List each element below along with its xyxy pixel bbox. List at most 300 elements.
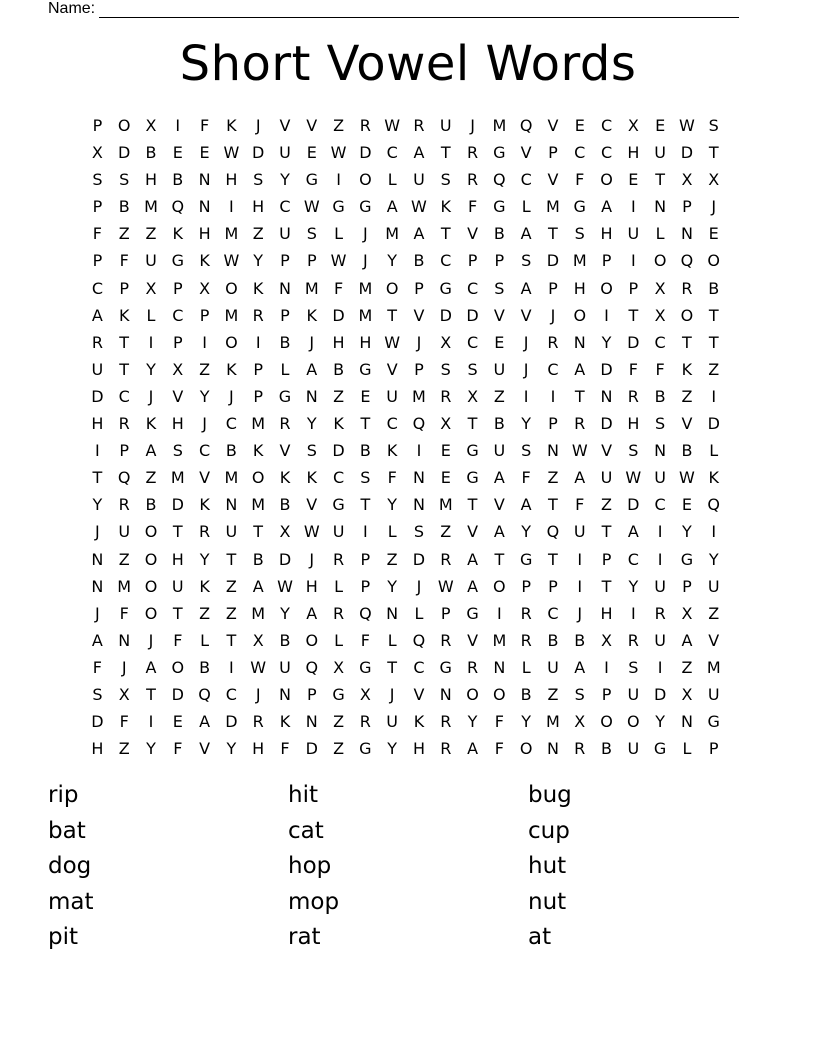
grid-letter: O — [519, 739, 533, 759]
grid-letter: H — [573, 278, 586, 298]
word-list-item: hop — [288, 853, 332, 879]
grid-letter: G — [439, 278, 452, 298]
grid-letter: Z — [708, 603, 720, 623]
grid-letter: H — [359, 332, 372, 352]
grid-letter: O — [600, 170, 613, 190]
grid-letter: Z — [333, 116, 345, 135]
grid-letter: U — [654, 143, 666, 163]
grid-letter: J — [363, 251, 368, 271]
grid-letter: Y — [199, 549, 210, 569]
grid-letter: C — [91, 278, 103, 298]
grid-letter: E — [681, 495, 692, 515]
grid-letter: O — [144, 522, 158, 542]
grid-letter: U — [386, 712, 399, 732]
grid-letter: T — [226, 630, 237, 650]
grid-letter: R — [654, 603, 666, 623]
grid-letter: G — [466, 441, 479, 461]
grid-letter: V — [386, 359, 398, 379]
word-list — [48, 778, 768, 956]
word-list-item: mat — [48, 888, 94, 915]
grid-letter: T — [601, 522, 612, 542]
grid-letter: G — [359, 739, 372, 759]
grid-letter: K — [708, 468, 719, 488]
grid-letter: I — [604, 305, 609, 325]
grid-letter: T — [172, 522, 183, 542]
grid-letter: O — [117, 116, 131, 135]
grid-letter: G — [359, 197, 372, 217]
grid-letter: A — [413, 224, 425, 244]
grid-letter: X — [252, 630, 264, 650]
grid-letter: U — [707, 684, 720, 704]
grid-letter: B — [547, 630, 559, 650]
grid-letter: I — [657, 549, 663, 569]
grid-letter: B — [252, 549, 264, 569]
grid-letter: K — [306, 305, 318, 325]
grid-letter: N — [412, 495, 425, 515]
grid-letter: T — [92, 468, 103, 488]
grid-letter: M — [358, 305, 373, 325]
grid-letter: Y — [601, 332, 612, 352]
grid-letter: H — [144, 170, 157, 190]
grid-letter: S — [92, 170, 103, 190]
grid-letter: A — [574, 359, 586, 379]
grid-letter: D — [680, 143, 694, 163]
grid-letter: I — [577, 549, 583, 569]
grid-letter: N — [305, 386, 318, 406]
grid-letter: B — [225, 441, 237, 461]
grid-letter: W — [330, 143, 347, 163]
grid-letter: D — [653, 684, 667, 704]
grid-letter: Z — [386, 549, 398, 569]
grid-letter: W — [437, 576, 454, 596]
grid-letter: M — [706, 657, 721, 677]
grid-letter: F — [119, 251, 129, 271]
grid-letter: Y — [467, 712, 478, 732]
grid-letter: G — [466, 468, 479, 488]
grid-letter: N — [225, 495, 238, 515]
grid-letter: K — [279, 712, 291, 732]
grid-letter: I — [496, 603, 502, 623]
grid-letter: Q — [359, 603, 372, 623]
grid-letter: X — [654, 278, 666, 298]
grid-letter: S — [172, 441, 183, 461]
grid-letter: U — [493, 441, 506, 461]
grid-letter: V — [199, 468, 211, 488]
grid-letter: N — [305, 712, 318, 732]
grid-letter: R — [520, 603, 532, 623]
grid-letter: W — [625, 468, 642, 488]
grid-letter: K — [440, 197, 451, 217]
grid-letter: J — [95, 522, 100, 542]
word-list-item: dog — [48, 853, 92, 879]
grid-letter: O — [493, 684, 506, 704]
grid-letter: D — [412, 549, 426, 569]
grid-letter: E — [360, 386, 371, 406]
grid-letter: A — [306, 603, 318, 623]
grid-letter: T — [440, 224, 451, 244]
grid-letter: U — [627, 684, 640, 704]
grid-letter: P — [628, 278, 639, 298]
grid-letter: C — [574, 143, 586, 163]
grid-letter: O — [225, 332, 238, 352]
grid-letter: H — [198, 224, 211, 244]
grid-letter: J — [470, 116, 475, 135]
grid-letter: S — [440, 170, 451, 190]
grid-letter: B — [654, 386, 666, 406]
grid-letter: Y — [253, 251, 264, 271]
grid-letter: P — [601, 251, 612, 271]
grid-letter: M — [572, 251, 587, 271]
grid-letter: S — [628, 441, 639, 461]
grid-letter: F — [360, 630, 370, 650]
grid-letter: T — [655, 170, 666, 190]
grid-letter: M — [546, 712, 560, 732]
grid-letter: J — [121, 657, 127, 677]
grid-letter: L — [414, 603, 424, 623]
grid-letter: R — [359, 116, 371, 135]
grid-letter: H — [412, 739, 425, 759]
grid-letter: K — [145, 414, 157, 434]
grid-letter: Q — [198, 684, 211, 704]
grid-letter: G — [466, 603, 479, 623]
grid-letter: B — [520, 684, 532, 704]
grid-letter: S — [306, 441, 317, 461]
grid-letter: G — [332, 197, 345, 217]
grid-letter: J — [229, 386, 234, 406]
grid-letter: A — [520, 495, 532, 515]
grid-letter: H — [171, 549, 184, 569]
grid-letter: A — [493, 522, 505, 542]
grid-letter: V — [199, 739, 211, 759]
grid-letter: J — [416, 576, 422, 596]
grid-letter: J — [202, 414, 207, 434]
grid-letter: R — [681, 278, 693, 298]
grid-letter: G — [359, 657, 372, 677]
grid-letter: M — [492, 630, 507, 650]
grid-letter: S — [521, 251, 532, 271]
grid-letter: L — [387, 630, 397, 650]
grid-letter: F — [119, 603, 129, 623]
grid-letter: T — [387, 657, 398, 677]
grid-letter: A — [467, 576, 479, 596]
grid-letter: B — [413, 251, 425, 271]
grid-letter: G — [439, 657, 452, 677]
grid-letter: O — [171, 657, 185, 677]
grid-letter: P — [682, 197, 692, 217]
grid-letter: D — [118, 143, 131, 163]
grid-letter: T — [548, 549, 558, 569]
grid-letter: I — [229, 197, 234, 217]
grid-letter: V — [172, 386, 184, 406]
grid-letter: O — [251, 468, 265, 488]
grid-letter: O — [600, 278, 613, 298]
word-list-item: cat — [288, 817, 324, 844]
grid-letter: V — [467, 522, 479, 542]
grid-letter: J — [523, 359, 529, 379]
grid-letter: N — [198, 170, 211, 190]
grid-letter: U — [627, 739, 640, 759]
word-list-item: bug — [528, 782, 572, 808]
grid-letter: M — [304, 278, 319, 298]
grid-letter: K — [118, 305, 130, 325]
grid-letter: U — [386, 386, 399, 406]
grid-letter: F — [92, 657, 102, 677]
grid-letter: Z — [225, 603, 237, 623]
grid-letter: U — [627, 224, 640, 244]
grid-letter: L — [387, 522, 397, 542]
grid-letter: G — [332, 495, 345, 515]
grid-letter: X — [91, 143, 103, 163]
grid-letter: S — [708, 116, 719, 135]
grid-letter: A — [252, 576, 264, 596]
grid-letter: K — [252, 278, 264, 298]
grid-letter: G — [332, 684, 345, 704]
grid-letter: E — [574, 116, 585, 135]
grid-letter: D — [332, 441, 345, 461]
grid-letter: G — [573, 197, 586, 217]
grid-letter: B — [601, 739, 613, 759]
grid-letter: M — [224, 305, 239, 325]
grid-letter: H — [91, 739, 104, 759]
grid-letter: M — [492, 116, 507, 135]
grid-letter: N — [654, 441, 667, 461]
name-label: Name: — [48, 0, 96, 17]
grid-letter: Y — [521, 414, 532, 434]
grid-letter: O — [144, 576, 158, 596]
grid-letter: R — [466, 170, 479, 190]
grid-letter: S — [119, 170, 130, 190]
grid-letter: Y — [521, 522, 532, 542]
grid-letter: Y — [146, 739, 156, 759]
grid-letter: K — [386, 441, 398, 461]
grid-letter: C — [172, 305, 184, 325]
grid-letter: S — [574, 224, 585, 244]
grid-letter: A — [386, 197, 398, 217]
grid-letter: M — [385, 224, 400, 244]
grid-letter: G — [493, 197, 506, 217]
grid-letter: R — [91, 332, 103, 352]
grid-letter: V — [467, 224, 479, 244]
grid-letter: N — [91, 576, 104, 596]
grid-letter: N — [198, 197, 211, 217]
grid-letter: T — [708, 332, 719, 352]
grid-letter: S — [306, 224, 317, 244]
grid-letter: W — [384, 332, 401, 352]
grid-letter: S — [467, 359, 478, 379]
grid-letter: I — [630, 603, 636, 623]
grid-letter: D — [600, 359, 613, 379]
grid-letter: Z — [118, 739, 130, 759]
grid-letter: C — [466, 332, 479, 352]
word-list-item: pit — [48, 924, 79, 950]
grid-letter: K — [172, 224, 184, 244]
grid-letter: U — [600, 468, 613, 488]
grid-letter: I — [363, 522, 368, 542]
word-list-item: cup — [528, 817, 570, 844]
grid-letter: L — [709, 441, 719, 461]
grid-letter: C — [386, 414, 398, 434]
grid-letter: Z — [118, 549, 130, 569]
grid-letter: N — [680, 224, 693, 244]
grid-letter: Q — [519, 116, 533, 135]
grid-letter: H — [252, 197, 265, 217]
word-list-item: bat — [48, 817, 86, 844]
grid-letter: X — [118, 684, 130, 704]
grid-letter: J — [255, 684, 261, 704]
grid-letter: W — [303, 522, 320, 542]
grid-letter: U — [118, 522, 131, 542]
word-list-item: rip — [48, 782, 79, 808]
grid-letter: U — [654, 630, 666, 650]
grid-letter: T — [574, 386, 585, 406]
grid-letter: A — [467, 739, 479, 759]
grid-letter: A — [91, 630, 103, 650]
grid-letter: J — [309, 332, 315, 352]
grid-letter: K — [199, 495, 210, 515]
grid-letter: M — [224, 468, 239, 488]
grid-letter: G — [171, 251, 184, 271]
grid-letter: V — [279, 116, 291, 135]
grid-letter: S — [440, 359, 451, 379]
grid-letter: C — [440, 251, 452, 271]
grid-letter: N — [680, 712, 693, 732]
grid-letter: M — [144, 197, 158, 217]
grid-letter: K — [199, 576, 210, 596]
grid-letter: D — [171, 495, 184, 515]
grid-letter: C — [627, 549, 639, 569]
grid-letter: L — [334, 630, 344, 650]
grid-letter: L — [146, 305, 156, 325]
grid-letter: X — [440, 332, 452, 352]
grid-letter: C — [332, 468, 345, 488]
grid-letter: W — [223, 251, 240, 271]
grid-letter: B — [145, 495, 157, 515]
grid-letter: B — [708, 278, 720, 298]
grid-letter: I — [148, 712, 154, 732]
grid-letter: I — [175, 116, 181, 135]
grid-letter: P — [172, 278, 183, 298]
grid-letter: G — [653, 739, 667, 759]
grid-letter: B — [279, 495, 291, 515]
grid-letter: P — [708, 739, 719, 759]
grid-letter: R — [252, 712, 264, 732]
grid-letter: Z — [145, 224, 157, 244]
grid-letter: U — [707, 576, 720, 596]
grid-letter: E — [628, 170, 639, 190]
grid-letter: L — [682, 739, 692, 759]
grid-letter: R — [627, 386, 639, 406]
grid-letter: R — [466, 143, 479, 163]
grid-letter: X — [574, 712, 586, 732]
grid-letter: R — [627, 630, 639, 650]
grid-letter: I — [657, 522, 663, 542]
grid-letter: I — [523, 386, 529, 406]
grid-letter: P — [253, 386, 263, 406]
grid-letter: V — [493, 495, 505, 515]
grid-letter: E — [199, 143, 210, 163]
grid-letter: Q — [412, 414, 426, 434]
grid-letter: J — [416, 332, 422, 352]
grid-letter: R — [359, 712, 371, 732]
grid-letter: I — [657, 657, 663, 677]
grid-letter: D — [91, 712, 104, 732]
grid-letter: P — [360, 576, 371, 596]
grid-letter: U — [279, 657, 291, 677]
grid-letter: K — [252, 441, 264, 461]
grid-letter: V — [547, 170, 559, 190]
grid-letter: I — [229, 657, 234, 677]
grid-letter: R — [440, 712, 452, 732]
grid-letter: Z — [333, 712, 345, 732]
grid-letter: O — [359, 170, 372, 190]
grid-letter: X — [279, 522, 291, 542]
grid-letter: D — [171, 684, 184, 704]
grid-letter: K — [333, 414, 344, 434]
grid-letter: P — [360, 549, 371, 569]
grid-letter: V — [306, 116, 318, 135]
grid-letter: Z — [547, 684, 559, 704]
grid-letter: O — [573, 305, 587, 325]
grid-letter: K — [306, 468, 318, 488]
grid-letter: V — [413, 305, 425, 325]
name-field — [48, 0, 739, 18]
grid-letter: D — [278, 549, 292, 569]
grid-letter: I — [416, 441, 422, 461]
grid-letter: B — [493, 414, 505, 434]
grid-letter: D — [627, 495, 640, 515]
grid-letter: X — [681, 603, 693, 623]
grid-letter: Y — [146, 359, 156, 379]
grid-letter: T — [708, 305, 719, 325]
grid-letter: P — [521, 576, 531, 596]
grid-letter: I — [148, 332, 154, 352]
grid-letter: R — [252, 305, 264, 325]
grid-letter: T — [146, 684, 156, 704]
grid-letter: C — [225, 684, 237, 704]
grid-letter: D — [91, 386, 104, 406]
grid-letter: H — [305, 576, 318, 596]
grid-letter: F — [521, 468, 531, 488]
grid-letter: H — [332, 332, 345, 352]
grid-letter: Y — [655, 712, 666, 732]
grid-letter: D — [252, 143, 265, 163]
grid-letter: U — [225, 522, 238, 542]
grid-letter: S — [628, 657, 639, 677]
grid-letter: P — [280, 305, 290, 325]
grid-letter: Z — [681, 657, 693, 677]
grid-letter: X — [145, 116, 157, 135]
grid-letter: P — [280, 251, 290, 271]
grid-letter: E — [440, 441, 451, 461]
grid-letter: J — [363, 224, 368, 244]
grid-letter: O — [144, 603, 158, 623]
grid-letter: P — [199, 305, 210, 325]
grid-letter: O — [225, 278, 238, 298]
grid-letter: I — [711, 386, 717, 406]
grid-letter: F — [119, 712, 129, 732]
grid-letter: R — [440, 630, 452, 650]
grid-letter: P — [467, 251, 478, 271]
grid-letter: B — [118, 197, 130, 217]
grid-letter: X — [440, 414, 452, 434]
grid-letter: I — [95, 441, 100, 461]
grid-letter: J — [148, 630, 154, 650]
grid-letter: A — [306, 359, 318, 379]
grid-letter: Y — [199, 386, 210, 406]
grid-letter: Y — [708, 549, 719, 569]
grid-letter: G — [707, 712, 720, 732]
grid-letter: K — [681, 359, 693, 379]
